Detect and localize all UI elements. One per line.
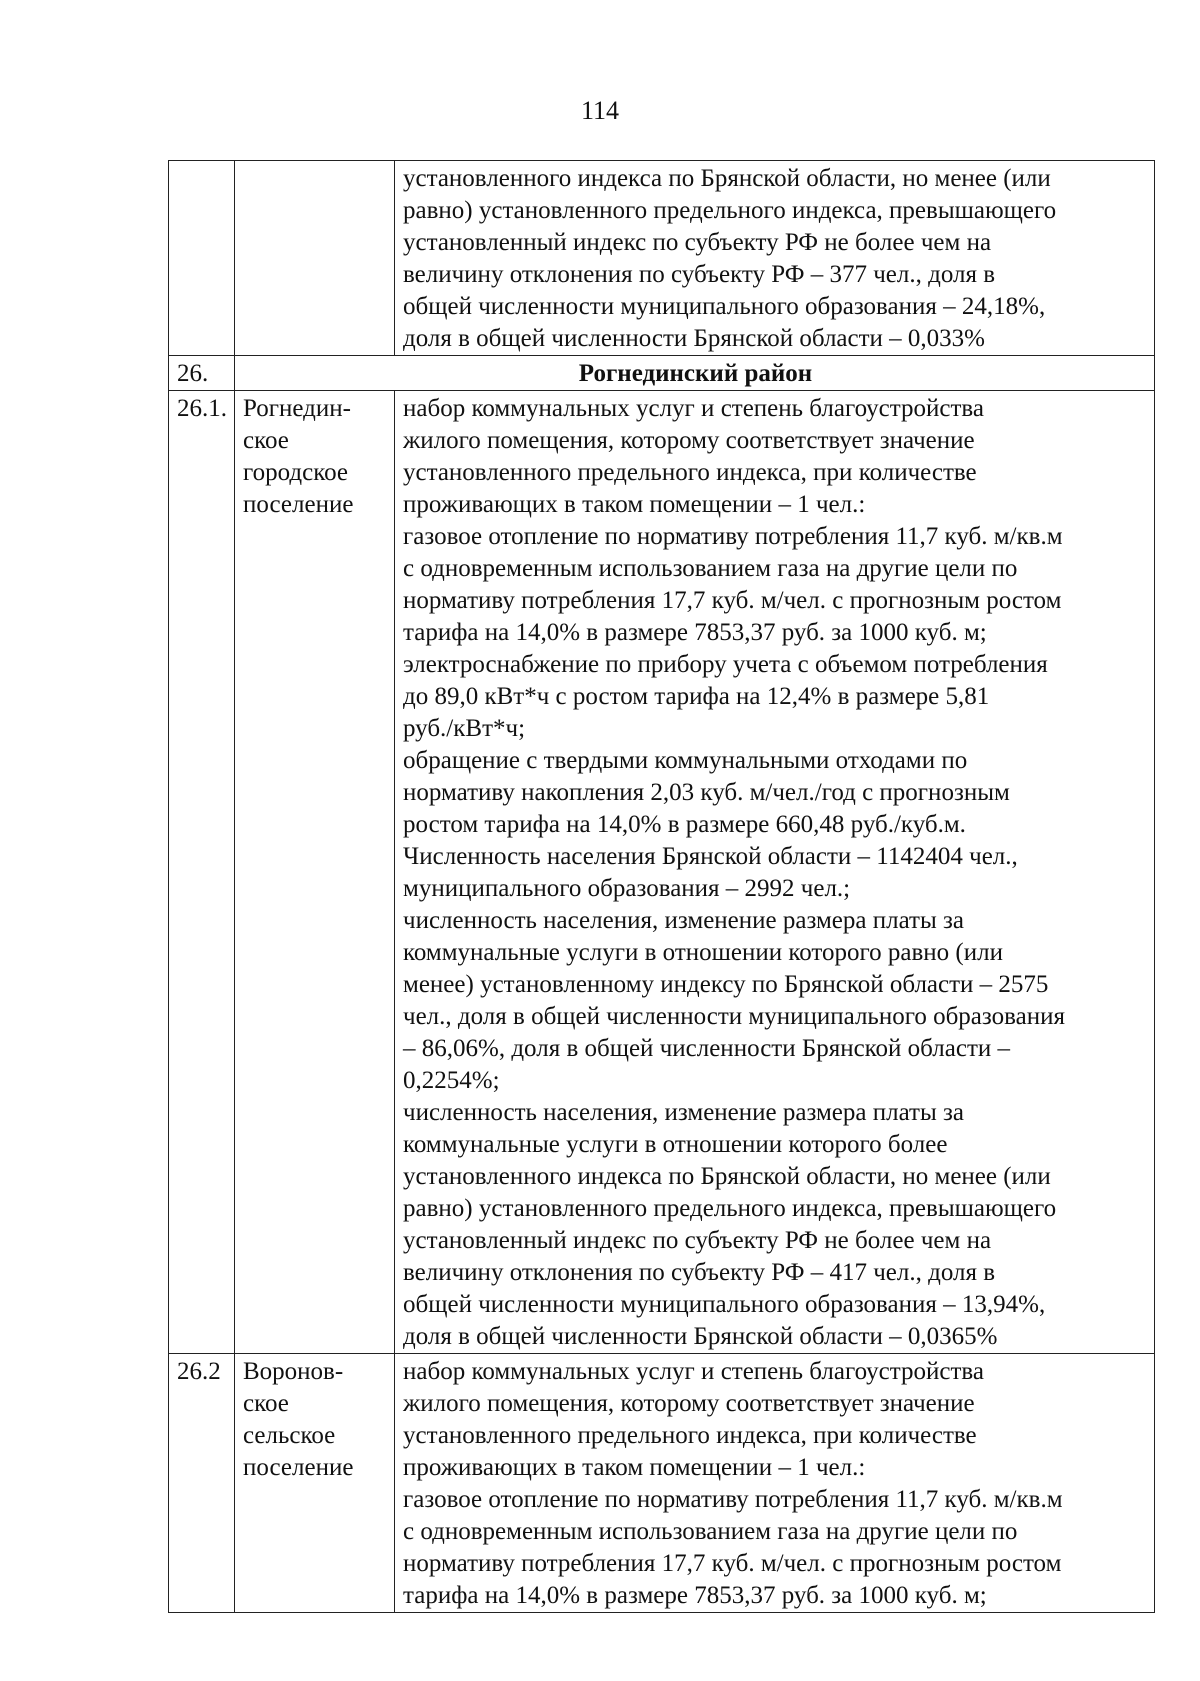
text-line: руб./кВт*ч; <box>403 715 526 742</box>
text-line: Рогнедин- <box>243 395 351 422</box>
table-row-26-1 <box>169 391 1155 1354</box>
text-line: набор коммунальных услуг и степень благоустройства <box>403 1358 984 1385</box>
text-line: жилого помещения, которому соответствует значение <box>403 1390 975 1417</box>
table-row-26-2 <box>169 1354 1155 1613</box>
text-line: установленный индекс по субъекту РФ не более чем на <box>403 229 992 256</box>
text-line: 0,2254%; <box>403 1067 500 1094</box>
district-title: Рогнединский район <box>235 356 1155 391</box>
text-line: установленного предельного индекса, при количестве <box>403 1422 977 1449</box>
text-line: ское <box>243 427 289 454</box>
text-line: равно) установленного предельного индекса, превышающего <box>403 197 1057 224</box>
text-line: с одновременным использованием газа на другие цели по <box>403 555 1018 582</box>
text-line: величину отклонения по субъекту РФ – 417 чел., доля в <box>403 1259 996 1286</box>
text-line: общей численности муниципального образования – 24,18%, <box>403 293 1046 320</box>
row-number: 26. <box>169 356 235 391</box>
row-number: 26.1. <box>169 391 235 1354</box>
text-line: коммунальные услуги в отношении которого более <box>403 1131 948 1158</box>
description-cell <box>395 161 1155 356</box>
text-line: газовое отопление по нормативу потребления 11,7 куб. м/кв.м <box>403 523 1063 550</box>
text-line: набор коммунальных услуг и степень благоустройства <box>403 395 984 422</box>
text-line: коммунальные услуги в отношении которого равно (или <box>403 939 1003 966</box>
text-line: городское <box>243 459 349 486</box>
row-number: 26.2 <box>169 1354 235 1613</box>
text-line: нормативу потребления 17,7 куб. м/чел. с прогнозным ростом <box>403 587 1062 614</box>
text-line: электроснабжение по прибору учета с объемом потребления <box>403 651 1048 678</box>
text-line: сельское <box>243 1422 336 1449</box>
text-line: равно) установленного предельного индекса, превышающего <box>403 1195 1057 1222</box>
table-row-district <box>169 356 1155 391</box>
page-number: 114 <box>580 96 620 125</box>
text-line: Воронов- <box>243 1358 344 1385</box>
text-line: менее) установленному индексу по Брянской области – 2575 <box>403 971 1049 998</box>
text-line: нормативу потребления 17,7 куб. м/чел. с прогнозным ростом <box>403 1550 1062 1577</box>
text-line: установленного предельного индекса, при количестве <box>403 459 977 486</box>
text-line: муниципального образования – 2992 чел.; <box>403 875 851 902</box>
text-line: доля в общей численности Брянской области – 0,0365% <box>403 1323 998 1350</box>
text-line: установленного индекса по Брянской области, но менее (или <box>403 165 1051 192</box>
text-line: численность населения, изменение размера платы за <box>403 907 964 934</box>
text-line: ростом тарифа на 14,0% в размере 660,48 руб./куб.м. <box>403 811 966 838</box>
text-line: установленного индекса по Брянской области, но менее (или <box>403 1163 1051 1190</box>
tariff-table <box>168 160 1155 1613</box>
text-line: величину отклонения по субъекту РФ – 377 чел., доля в <box>403 261 996 288</box>
municipality-name <box>235 1354 395 1613</box>
text-line: газовое отопление по нормативу потребления 11,7 куб. м/кв.м <box>403 1486 1063 1513</box>
text-line: обращение с твердыми коммунальными отходами по <box>403 747 968 774</box>
text-line: ское <box>243 1390 289 1417</box>
text-line: нормативу накопления 2,03 куб. м/чел./год с прогнозным <box>403 779 1010 806</box>
text-line: тарифа на 14,0% в размере 7853,37 руб. за 1000 куб. м; <box>403 1582 987 1609</box>
text-line: тарифа на 14,0% в размере 7853,37 руб. за 1000 куб. м; <box>403 619 987 646</box>
text-line: Численность населения Брянской области – 1142404 чел., <box>403 843 1018 870</box>
municipality-name-cell <box>235 161 395 356</box>
text-line: проживающих в таком помещении – 1 чел.: <box>403 491 866 518</box>
text-line: поселение <box>243 1454 354 1481</box>
text-line: жилого помещения, которому соответствует значение <box>403 427 975 454</box>
row-number-cell <box>169 161 235 356</box>
text-line: – 86,06%, доля в общей численности Брянской области – <box>403 1035 1010 1062</box>
text-line: доля в общей численности Брянской области – 0,033% <box>403 325 985 352</box>
table-row-continuation <box>169 161 1155 356</box>
text-line: поселение <box>243 491 354 518</box>
municipality-name <box>235 391 395 1354</box>
text-line: установленный индекс по субъекту РФ не более чем на <box>403 1227 992 1254</box>
text-line: до 89,0 кВт*ч с ростом тарифа на 12,4% в размере 5,81 <box>403 683 990 710</box>
text-line: чел., доля в общей численности муниципального образования <box>403 1003 1065 1030</box>
text-line: общей численности муниципального образования – 13,94%, <box>403 1291 1046 1318</box>
description-cell <box>395 1354 1155 1613</box>
text-line: численность населения, изменение размера платы за <box>403 1099 964 1126</box>
description-cell <box>395 391 1155 1354</box>
text-line: с одновременным использованием газа на другие цели по <box>403 1518 1018 1545</box>
text-line: проживающих в таком помещении – 1 чел.: <box>403 1454 866 1481</box>
